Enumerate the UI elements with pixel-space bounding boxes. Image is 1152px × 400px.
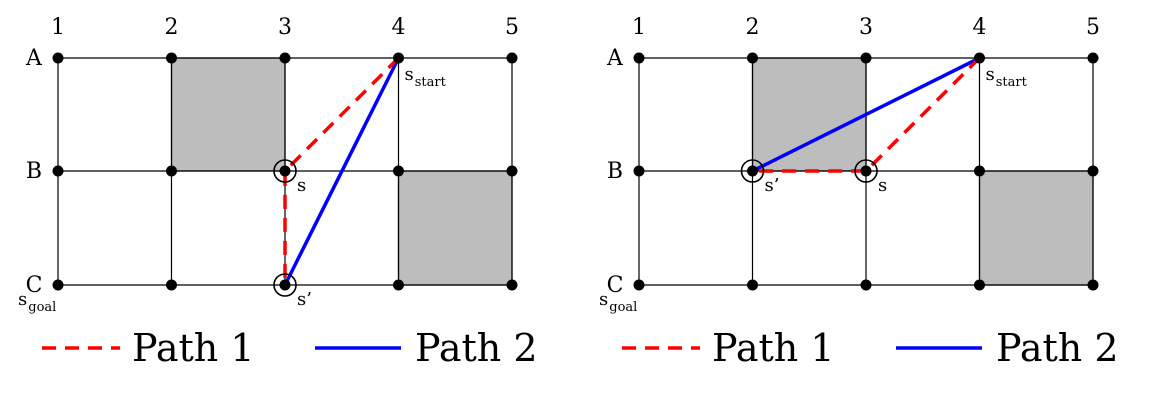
grid-node-B5 [1088,166,1099,177]
column-label: 4 [972,15,987,40]
grid-node-A2 [747,53,758,64]
grid-node-C4 [393,280,404,291]
blocked-cell-B4 [399,171,513,285]
blocked-cell-A2 [753,58,867,171]
legend-path-1-label: Path 1 [712,326,835,370]
goal-label: $s_{goal}$ [18,289,57,315]
grid-node-C3 [280,280,291,291]
start-subscript: start [995,75,1027,90]
grid-node-A3 [280,53,291,64]
grid-node-C5 [1088,280,1099,291]
legend-path-2-label: Path 2 [415,326,538,370]
grid-node-B3 [861,166,872,177]
marked-node-label: s’ [297,289,312,310]
row-label: C [25,273,43,298]
grid-node-A2 [166,53,177,64]
grid-node-C1 [634,280,645,291]
column-label: 2 [164,15,179,40]
row-label: B [25,159,43,184]
marked-node-label: s [297,175,307,196]
goal-subscript: goal [28,300,57,315]
grid-node-B4 [393,166,404,177]
panel-2 [599,15,1119,370]
grid-node-C2 [747,280,758,291]
grid-node-C1 [53,280,64,291]
grid-node-A1 [53,53,64,64]
column-label: 3 [278,15,292,40]
grid-node-B1 [53,166,64,177]
blocked-cell-B4 [980,171,1094,285]
grid-node-C3 [861,280,872,291]
marked-node-label: s’ [764,175,780,196]
legend-path-1-label: Path 1 [132,326,255,370]
column-label: 4 [391,15,406,40]
grid-node-B5 [507,166,518,177]
panel-1 [18,15,538,370]
start-subscript: start [414,75,446,90]
grid-node-C4 [974,280,985,291]
goal-subscript: goal [609,300,638,315]
grid-node-C2 [166,280,177,291]
column-label: 5 [505,15,519,40]
legend-path-2-label: Path 2 [996,326,1119,370]
column-label: 5 [1086,15,1100,40]
grid-node-B2 [747,166,758,177]
row-label: A [607,46,623,71]
row-label: B [606,159,624,184]
legend [42,326,538,370]
grid-node-A3 [861,53,872,64]
grid-node-B3 [280,166,291,177]
start-label: $s_{start}$ [985,64,1027,90]
legend [622,326,1119,370]
grid-node-A4 [393,53,404,64]
grid-node-A4 [974,53,985,64]
grid-node-B1 [634,166,645,177]
grid-node-C5 [507,280,518,291]
column-label: 2 [745,15,760,40]
column-label: 3 [859,15,873,40]
grid-node-A5 [1088,53,1099,64]
grid-node-A1 [634,53,645,64]
grid-node-B4 [974,166,985,177]
start-label: $s_{start}$ [404,64,446,90]
marked-node-label: s [878,175,888,196]
grid-node-A5 [507,53,518,64]
column-label: 1 [51,15,65,40]
row-label: A [26,46,42,71]
goal-label: $s_{goal}$ [599,289,638,315]
row-label: C [606,273,624,298]
blocked-cell-A2 [172,58,286,171]
column-label: 1 [632,15,646,40]
grid-node-B2 [166,166,177,177]
